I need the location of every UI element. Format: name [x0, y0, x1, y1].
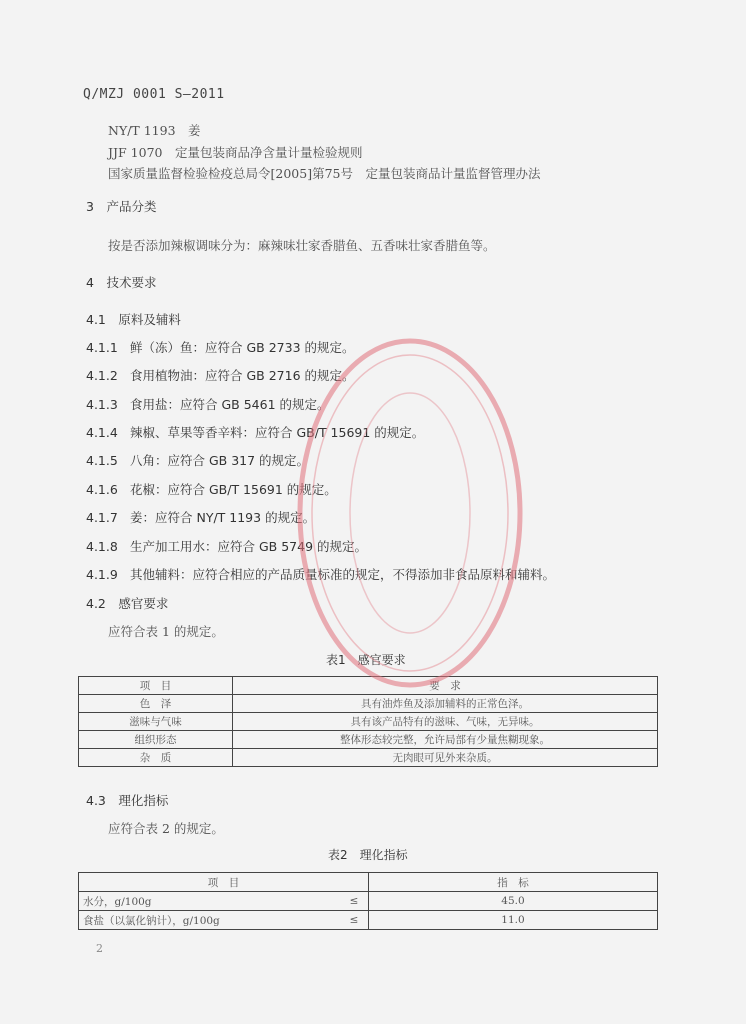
- clause-item: 4.1.7 姜：应符合 NY/T 1193 的规定。: [86, 510, 316, 525]
- table-cell: 杂 质: [79, 749, 233, 767]
- table-caption: 表2 理化指标: [328, 848, 408, 862]
- table-row: [79, 695, 658, 713]
- table-header-cell: 指 标: [369, 873, 658, 892]
- subsection-heading: 4.3 理化指标: [86, 793, 169, 808]
- clause-item: 4.1.6 花椒：应符合 GB/T 15691 的规定。: [86, 482, 337, 497]
- reference-line: NY/T 1193 姜: [108, 123, 201, 138]
- table-cell: 无肉眼可见外来杂质。: [233, 749, 658, 767]
- physicochemical-table: [78, 872, 658, 930]
- paragraph: 应符合表 2 的规定。: [108, 821, 224, 836]
- table-row: [79, 749, 658, 767]
- table-cell: 色 泽: [79, 695, 233, 713]
- table-row: [79, 911, 658, 930]
- subsection-heading: 4.2 感官要求: [86, 596, 169, 611]
- clause-item: 4.1.9 其他辅料：应符合相应的产品质量标准的规定，不得添加非食品原料和辅料。: [86, 567, 556, 582]
- table-cell: ≤: [340, 911, 369, 930]
- page-number: 2: [96, 942, 103, 955]
- table-cell: ≤: [340, 892, 369, 911]
- table-header-row: [79, 677, 658, 695]
- table-row: [79, 713, 658, 731]
- reference-line: JJF 1070 定量包装商品净含量计量检验规则: [108, 145, 363, 160]
- clause-item: 4.1.4 辣椒、草果等香辛料：应符合 GB/T 15691 的规定。: [86, 425, 425, 440]
- table-cell: 45.0: [369, 892, 658, 911]
- subsection-heading: 4.1 原料及辅料: [86, 312, 181, 327]
- standard-code: Q/MZJ 0001 S—2011: [83, 87, 225, 102]
- table-cell: 11.0: [369, 911, 658, 930]
- table-cell: 组织形态: [79, 731, 233, 749]
- sensory-table: [78, 676, 658, 767]
- table-header-cell: 项 目: [79, 677, 233, 695]
- section-heading: 4 技术要求: [86, 275, 157, 290]
- table-cell: 具有该产品特有的滋味、气味，无异味。: [233, 713, 658, 731]
- table-header-cell: 项 目: [79, 873, 369, 892]
- table-row: [79, 731, 658, 749]
- reference-line: 国家质量监督检验检疫总局令[2005]第75号 定量包装商品计量监督管理办法: [108, 166, 541, 181]
- clause-item: 4.1.3 食用盐：应符合 GB 5461 的规定。: [86, 397, 330, 412]
- table-cell: 食盐（以氯化钠计），g/100g: [79, 911, 341, 930]
- table-caption: 表1 感官要求: [326, 653, 406, 667]
- table-header-row: [79, 873, 658, 892]
- paragraph: 按是否添加辣椒调味分为：麻辣味壮家香腊鱼、五香味壮家香腊鱼等。: [108, 238, 496, 253]
- table-cell: 滋味与气味: [79, 713, 233, 731]
- table-row: [79, 892, 658, 911]
- clause-item: 4.1.1 鲜（冻）鱼：应符合 GB 2733 的规定。: [86, 340, 355, 355]
- section-heading: 3 产品分类: [86, 199, 157, 214]
- table-cell: 具有油炸鱼及添加辅料的正常色泽。: [233, 695, 658, 713]
- table-cell: 水分，g/100g: [79, 892, 341, 911]
- clause-item: 4.1.5 八角：应符合 GB 317 的规定。: [86, 453, 310, 468]
- paragraph: 应符合表 1 的规定。: [108, 624, 224, 639]
- table-cell: 整体形态较完整，允许局部有少量焦糊现象。: [233, 731, 658, 749]
- clause-item: 4.1.2 食用植物油：应符合 GB 2716 的规定。: [86, 368, 355, 383]
- table-header-cell: 要 求: [233, 677, 658, 695]
- clause-item: 4.1.8 生产加工用水：应符合 GB 5749 的规定。: [86, 539, 367, 554]
